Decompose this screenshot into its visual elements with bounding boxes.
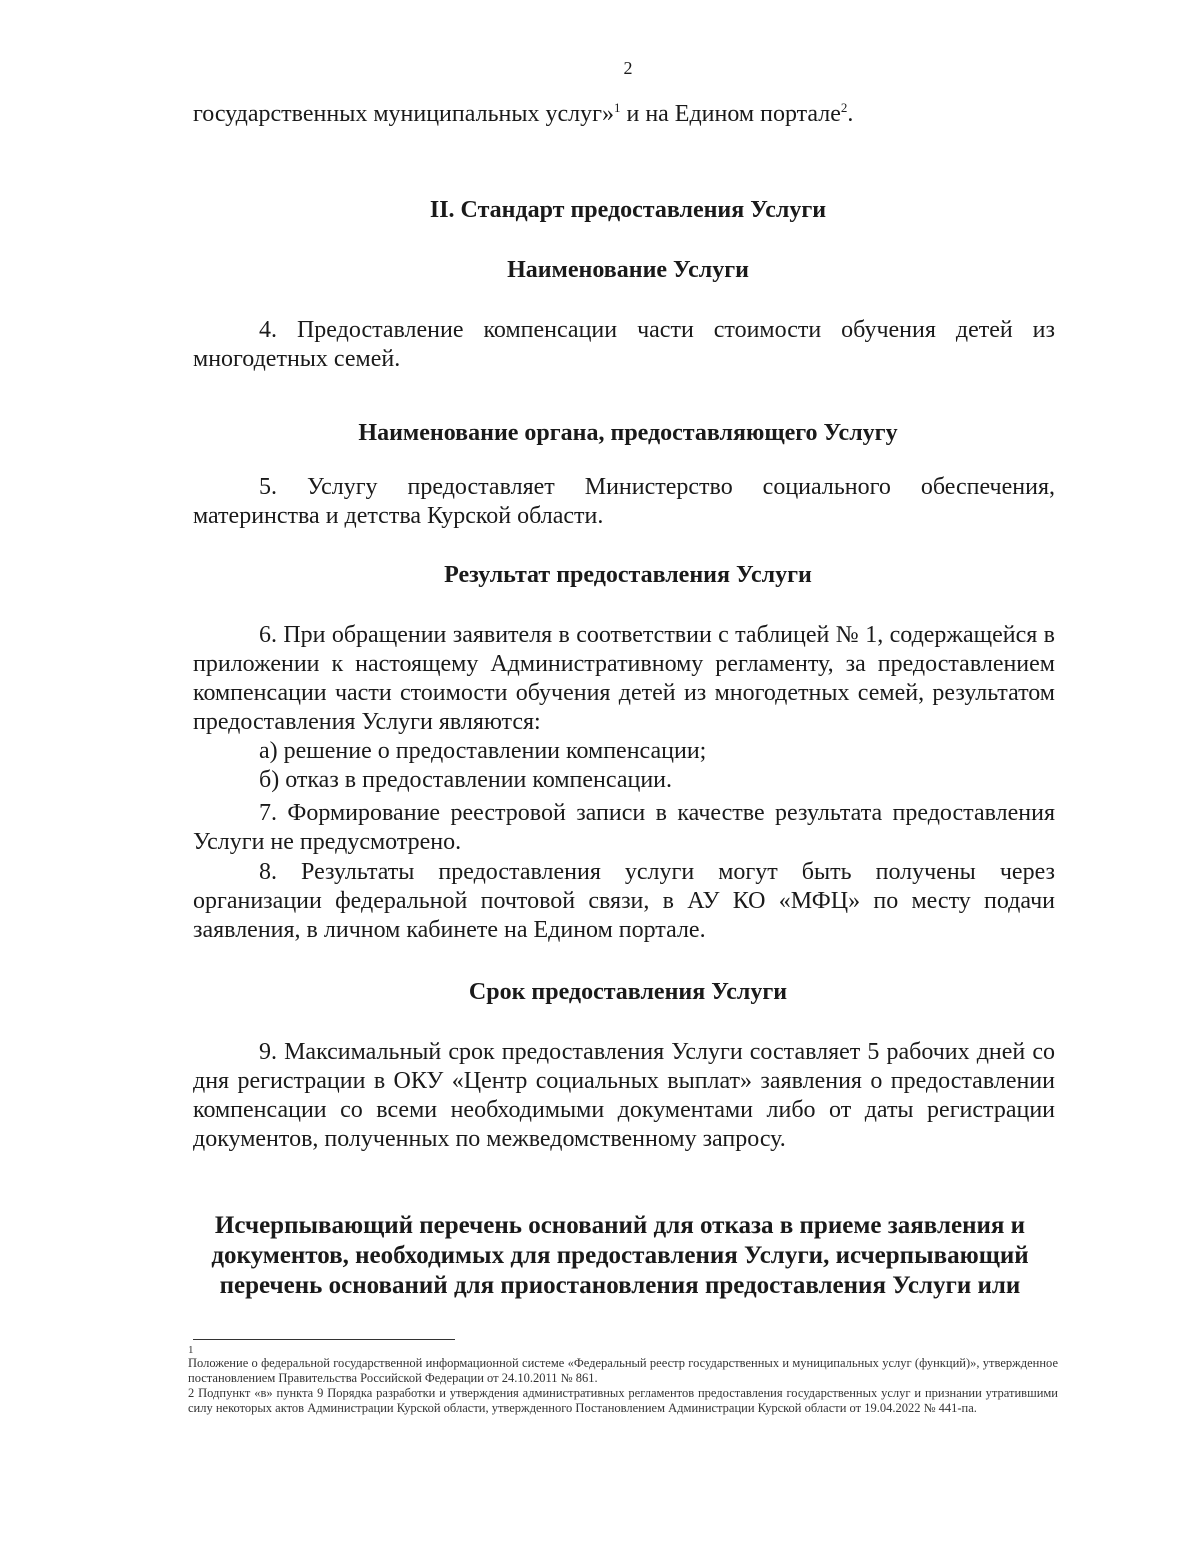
footnote-divider [193,1339,455,1340]
heading-grounds-line-1: Исчерпывающий перечень оснований для отказа в приеме заявления и [214,1212,1026,1239]
continuation-text-b: и на Едином портале [620,101,841,127]
heading-authority: Наименование органа, предоставляющего Услугу [358,420,898,446]
paragraph-6: 6. При обращении заявителя в соответствии с таблицей № 1, содержащейся в приложении к настоящему Административному регламенту, за предоставлением компенсации части стоимости обучения детей из многодетных семей, результатом предоставления Услуги являются: [193,622,1055,735]
footnote-ref-1[interactable]: 1 [613,100,621,115]
footnote-2: 2 Подпункт «в» пункта 9 Порядка разработки и утверждения административных регламентов предоставления государственных услуг и признании утратившими силу некоторых актов Администрации Курской области, утвержденного Постановлением Администрации Курской области от 19.04.2022 № 441-па. [188,1386,1058,1415]
paragraph-4: 4. Предоставление компенсации части стоимости обучения детей из многодетных семей. [193,317,1055,372]
heading-service-name: Наименование Услуги [507,257,749,283]
heading-term: Срок предоставления Услуги [468,979,788,1005]
heading-grounds-line-2: документов, необходимых для предоставления Услуги, исчерпывающий [211,1242,1029,1269]
paragraph-8: 8. Результаты предоставления услуги могут быть получены через организации федеральной почтовой связи, в АУ КО «МФЦ» по месту подачи заявления, в личном кабинете на Едином портале. [193,859,1055,943]
footnote-1-marker: 1 [188,1344,194,1356]
footnotes [188,1345,1058,1416]
page-number: 2 [623,58,633,78]
footnote-1: Положение о федеральной государственной информационной системе «Федеральный реестр государственных и муниципальных услуг (функций)», утвержденное постановлением Правительства Российской Федерации от 24.10.2011 № 861. [188,1356,1058,1385]
heading-grounds-line-3: перечень оснований для приостановления предоставления Услуги или [219,1272,1021,1299]
continuation-text-a: государственных муниципальных услуг» [193,101,614,127]
heading-grounds [180,1211,1060,1301]
paragraph-7: 7. Формирование реестровой записи в качестве результата предоставления Услуги не предусмотрено. [193,800,1055,855]
paragraph-9: 9. Максимальный срок предоставления Услуги составляет 5 рабочих дней со дня регистрации в ОКУ «Центр социальных выплат» заявления о предоставлении компенсации со всеми необходимыми документами либо от даты регистрации документов, полученных по межведомственному запросу. [193,1039,1055,1152]
heading-result: Результат предоставления Услуги [444,562,812,588]
section-title: II. Стандарт предоставления Услуги [429,197,827,223]
paragraph-6a: а) решение о предоставлении компенсации; [259,738,707,764]
footnote-ref-2[interactable]: 2 [840,100,848,115]
paragraph-5: 5. Услугу предоставляет Министерство социального обеспечения, материнства и детства Курской области. [193,474,1055,529]
continuation-line: государственных муниципальных услуг»$^1$ и на Едином портале$^2$. [193,100,854,127]
paragraph-6b: б) отказ в предоставлении компенсации. [259,767,673,793]
